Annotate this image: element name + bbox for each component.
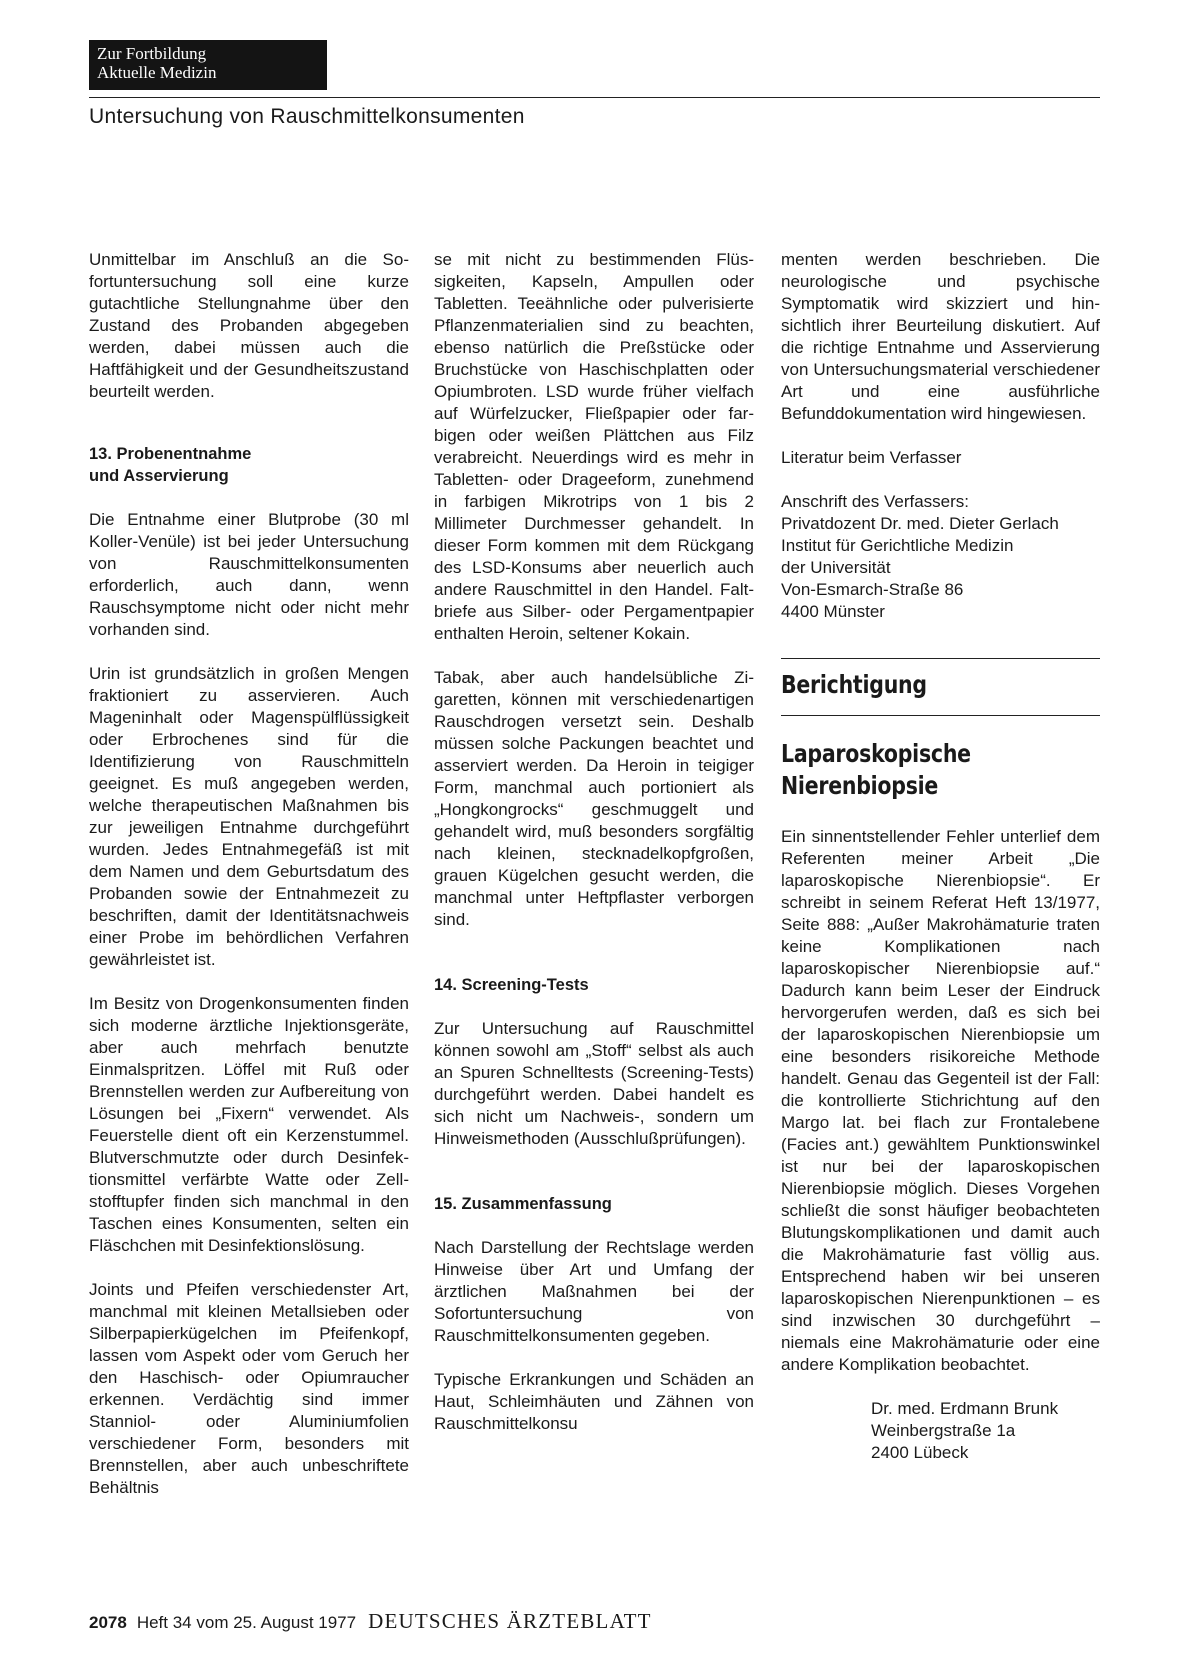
section-tag-line2: Aktuelle Medizin [97, 63, 217, 82]
address-line: Privatdozent Dr. med. Dieter Gerlach [781, 514, 1059, 533]
page-footer [89, 1609, 652, 1634]
heading-line: und Asservierung [89, 467, 229, 485]
address-line: Von-Esmarch-Straße 86 [781, 580, 964, 599]
section-tag [89, 40, 327, 90]
running-title: Untersuchung von Rauschmittelkonsumenten [89, 105, 525, 128]
paragraph: Tabak, aber auch handelsübliche Zigaretten, können mit verschiedenartigen Rauschdrogen versetzt sein. Deshalb müssen solche Packungen beachtet und asserviert werden. Da Heroin in teigiger Form, manchmal auch portioniert als „Hongkongrocks“ geschmuggelt und gehandelt wird, muß besonders sorgfältig nach kleinen, stecknadelkopfgroßen, grauen Kügelchen gesucht werden, die manchmal unter Heftpflaster verborgen sind. [434, 668, 754, 929]
paragraph: Urin ist grundsätzlich in großen Mengen fraktioniert zu asservieren. Auch Mageninhalt oder Magenspülflüssigkeit oder Erbrochenes sind für die Identifizierung von Rauschmitteln geeignet. Es muß angegeben werden, welche therapeutischen Maßnahmen bis zur jeweiligen Entnahme durchgeführt wurden. Jedes Entnahmegefäß ist mit dem Namen und dem Geburtsdatum des Probanden sowie der Entnahmezeit zu beschriften, damit der Identitätsnachweis einer Probe im behördlichen Verfahren gewährleistet ist. [89, 664, 409, 969]
address-line: 4400 Münster [781, 602, 885, 621]
section-heading-13 [89, 443, 409, 487]
page-number: 2078 [89, 1613, 127, 1632]
signature-line: Dr. med. Erdmann Brunk [871, 1399, 1059, 1418]
header-rule [89, 97, 1100, 98]
article-title [781, 738, 1043, 802]
paragraph: se mit nicht zu bestimmenden Flüssigkeiten, Kapseln, Ampullen oder Tabletten. Teeähnliche oder pulverisierte Pflanzenmaterialien sind zu beachten, ebenso natürlich die Preßstücke oder Bruchstücke von Haschischplatten oder Opiumbroten. LSD wurde früher vielfach auf Würfelzucker, Fließpapier oder farbigen oder weißen Plättchen aus Filz verabreicht. Neuerdings wird es mehr in Tabletten- oder Drageeform, zunehmend in farbigen Mikrotrips von 1 bis 2 Millimeter Durchmesser gehandelt. In dieser Form kommen mit dem Rückgang des LSD-Konsums aber neuerlich auch andere Rauschmittel in den Handel. Faltbriefe aus Silber- oder Pergamentpapier enthalten Heroin, seltener Kokain. [434, 250, 754, 643]
address-line: Anschrift des Verfassers: [781, 492, 970, 511]
paragraph: Die Entnahme einer Blutprobe (30 ml Koller-Venüle) ist bei jeder Untersuchung von Rauschmittelkonsumenten erforderlich, auch dann, wenn Rauschsymptome nicht oder nicht mehr vorhanden sind. [89, 510, 409, 639]
paragraph: Ein sinnentstellender Fehler unterlief dem Referenten meiner Arbeit „Die laparoskopische Nierenbiopsie“. Er schreibt in seinem Referat Heft 13/1977, Seite 888: „Außer Makrohämaturie traten keine Komplikationen nach laparoskopischer Nierenbiopsie auf.“ Dadurch kann beim Leser der Eindruck hervorgerufen werden, daß es sich bei der laparoskopischen Nierenbiopsie um eine besonders risikoreiche Methode handelt. Genau das Gegenteil ist der Fall: die kontrollierte Stichrichtung auf den Margo lat. bei flach zur Frontalebene (Facies ant.) gewähltem Punktionswinkel ist nur bei der laparoskopischen Nierenbiopsie möglich. Dieses Vorgehen schließt die sonst häufiger beobachteten Blutungskomplikationen und damit auch die Makrohämaturie fast völlig aus. Entsprechend haben wir bei unseren laparoskopischen Nierenpunktionen – es sind inzwischen 30 durchgeführt – niemals eine Makrohämaturie oder eine andere Komplikation beobachtet. [781, 827, 1100, 1374]
correction-heading: Berichtigung [781, 670, 927, 699]
literature-note: Literatur beim Verfasser [781, 448, 962, 467]
address-line: Institut für Gerichtliche Medizin [781, 536, 1014, 555]
signature-line: Weinbergstraße 1a [871, 1421, 1016, 1440]
section-heading-15: 15. Zusammenfassung [434, 1195, 612, 1213]
correction-bottom-rule [781, 715, 1100, 716]
author-address [781, 491, 1100, 623]
journal-name: DEUTSCHES ÄRZTEBLATT [368, 1609, 652, 1633]
heading-line: 13. Probenentnahme [89, 445, 252, 463]
correction-top-rule [781, 658, 1100, 659]
signature-line: 2400 Lübeck [871, 1443, 969, 1462]
paragraph: Nach Darstellung der Rechtslage werden Hinweise über Art und Umfang der ärztlichen Maßnahmen bei der Sofortuntersuchung von Rauschmittelkonsumenten gegeben. [434, 1238, 754, 1345]
section-heading-14: 14. Screening-Tests [434, 976, 589, 994]
article-title-line: Laparoskopische [781, 739, 971, 768]
paragraph: Unmittelbar im Anschluß an die Sofortuntersuchung soll eine kurze gutachtliche Stellungnahme über den Zustand des Probanden abgegeben werden, dabei müssen auch die Haftfähigkeit und der Gesundheitszustand beurteilt werden. [89, 250, 409, 401]
signature-block [871, 1398, 1100, 1464]
column-1 [89, 249, 409, 1521]
section-tag-line1: Zur Fortbildung [97, 44, 207, 63]
paragraph: Zur Untersuchung auf Rauschmittel können sowohl am „Stoff“ selbst als auch an Spuren Schnelltests (Screening-Tests) durchgeführt werden. Dabei handelt es sich nicht um Nachweis-, sondern um Hinweismethoden (Ausschlußprüfungen). [434, 1019, 754, 1148]
address-line: der Universität [781, 558, 891, 577]
column-3 [781, 249, 1100, 1464]
article-title-line: Nierenbiopsie [781, 771, 939, 800]
paragraph: Im Besitz von Drogenkonsumenten finden sich moderne ärztliche Injektionsgeräte, aber auch mehrfach benutzte Einmalspritzen. Löffel mit Ruß oder Brennstellen werden zur Aufbereitung von Lösungen bei „Fixern“ verwendet. Als Feuerstelle dient oft ein Kerzenstummel. Blutverschmutzte oder durch Desinfektionsmittel verfärbte Watte oder Zellstofftupfer finden sich manchmal in den Taschen eines Konsumenten, selten ein Fläschchen mit Desinfektionslösung. [89, 994, 409, 1255]
issue-info: Heft 34 vom 25. August 1977 [136, 1613, 357, 1632]
paragraph: menten werden beschrieben. Die neurologische und psychische Symptomatik wird skizziert und hinsichtlich ihrer Beurteilung diskutiert. Auf die richtige Entnahme und Asservierung von Untersuchungsmaterial verschiedener Art und eine ausführliche Befunddokumentation wird hingewiesen. [781, 250, 1100, 423]
paragraph: Typische Erkrankungen und Schäden an Haut, Schleimhäuten und Zähnen von Rauschmittelkonsu [434, 1370, 754, 1433]
paragraph: Joints und Pfeifen verschiedenster Art, manchmal mit kleinen Metallsieben oder Silberpapierkügelchen im Pfeifenkopf, lassen vom Aspekt oder vom Geruch her den Haschisch- oder Opiumraucher erkennen. Verdächtig sind immer Stanniol- oder Aluminiumfolien verschiedener Form, besonders mit Brennstellen, aber auch unbeschriftete Behältnis [89, 1280, 409, 1497]
column-2 [434, 249, 754, 1457]
